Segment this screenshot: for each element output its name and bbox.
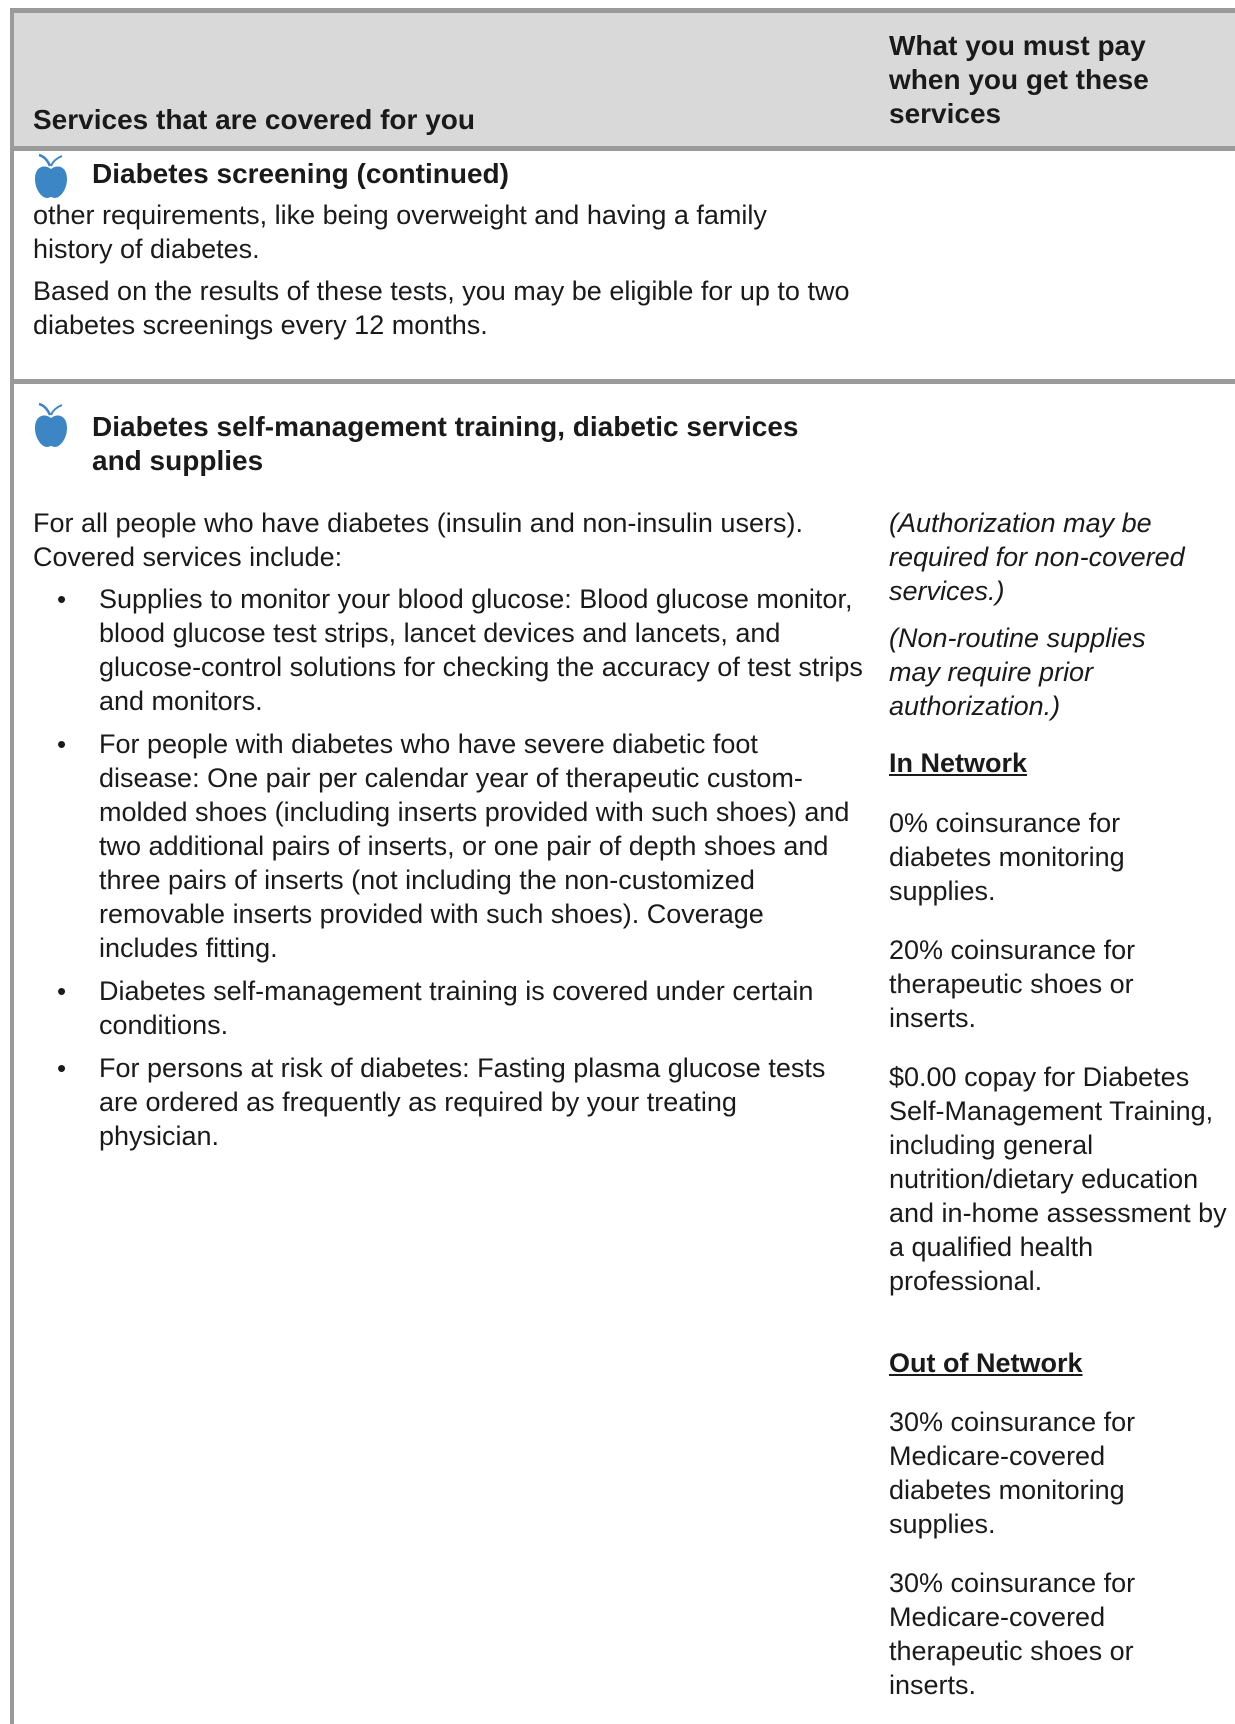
table-top-rule <box>10 8 1235 13</box>
screening-paragraph-2: Based on the results of these tests, you may be eligible for up to two diabetes screenings every 12 months. <box>33 276 850 340</box>
in-network-heading: In Network <box>889 748 1028 778</box>
bullet-dot: • <box>57 1053 67 1083</box>
row-divider <box>10 379 1235 384</box>
in-network-cost-2: 20% coinsurance for therapeutic shoes or inserts. <box>889 935 1136 1033</box>
bullet-dot: • <box>57 729 67 759</box>
bullet-dot: • <box>57 584 67 614</box>
column-header-payment: What you must pay when you get these services <box>889 30 1149 129</box>
list-item: • For people with diabetes who have severe diabetic foot disease: One pair per calendar year of therapeutic custom-molded shoes (including inserts provided with such shoes) and two additional pairs of inserts, or one pair of depth shoes and three pairs of inserts (not including the non-customized removable inserts provided with such shoes). Coverage includes fitting. <box>57 729 850 963</box>
column-header-services: Services that are covered for you <box>33 104 475 135</box>
list-item: • Supplies to monitor your blood glucose: Blood glucose monitor, blood glucose test strips, lancet devices and lancets, and glucose-control solutions for checking the accuracy of test strips and monitors. <box>57 584 863 716</box>
screening-paragraph-1: other requirements, like being overweight and having a family history of diabetes. <box>33 200 767 264</box>
out-of-network-cost-2: 30% coinsurance for Medicare-covered therapeutic shoes or inserts. <box>889 1568 1136 1700</box>
list-item: • For persons at risk of diabetes: Fasting plasma glucose tests are ordered as frequently as required by your treating physician. <box>57 1053 826 1151</box>
section-title-diabetes-screening: Diabetes screening (continued) <box>92 158 509 189</box>
in-network-cost-3: $0.00 copay for Diabetes Self-Management Training, including general nutrition/dietary education and in-home assessment by a qualified health professional. <box>889 1062 1227 1296</box>
table-left-border <box>10 10 14 1724</box>
authorization-note: (Authorization may be required for non-covered services.) <box>889 508 1185 606</box>
in-network-cost-1: 0% coinsurance for diabetes monitoring supplies. <box>889 808 1125 906</box>
header-divider <box>10 146 1235 151</box>
section-title-self-management: Diabetes self-management training, diabetic services and supplies <box>92 411 799 476</box>
bullet-dot: • <box>57 976 67 1006</box>
apple-icon <box>33 153 69 199</box>
out-of-network-heading: Out of Network <box>889 1348 1083 1378</box>
out-of-network-cost-1: 30% coinsurance for Medicare-covered diabetes monitoring supplies. <box>889 1407 1136 1539</box>
covered-services-list <box>33 582 863 1162</box>
list-item: • Diabetes self-management training is covered under certain conditions. <box>57 976 814 1040</box>
prior-authorization-note: (Non-routine supplies may require prior authorization.) <box>889 623 1146 721</box>
apple-icon <box>33 402 69 448</box>
self-management-intro: For all people who have diabetes (insulin and non-insulin users). Covered services include: <box>33 508 803 572</box>
